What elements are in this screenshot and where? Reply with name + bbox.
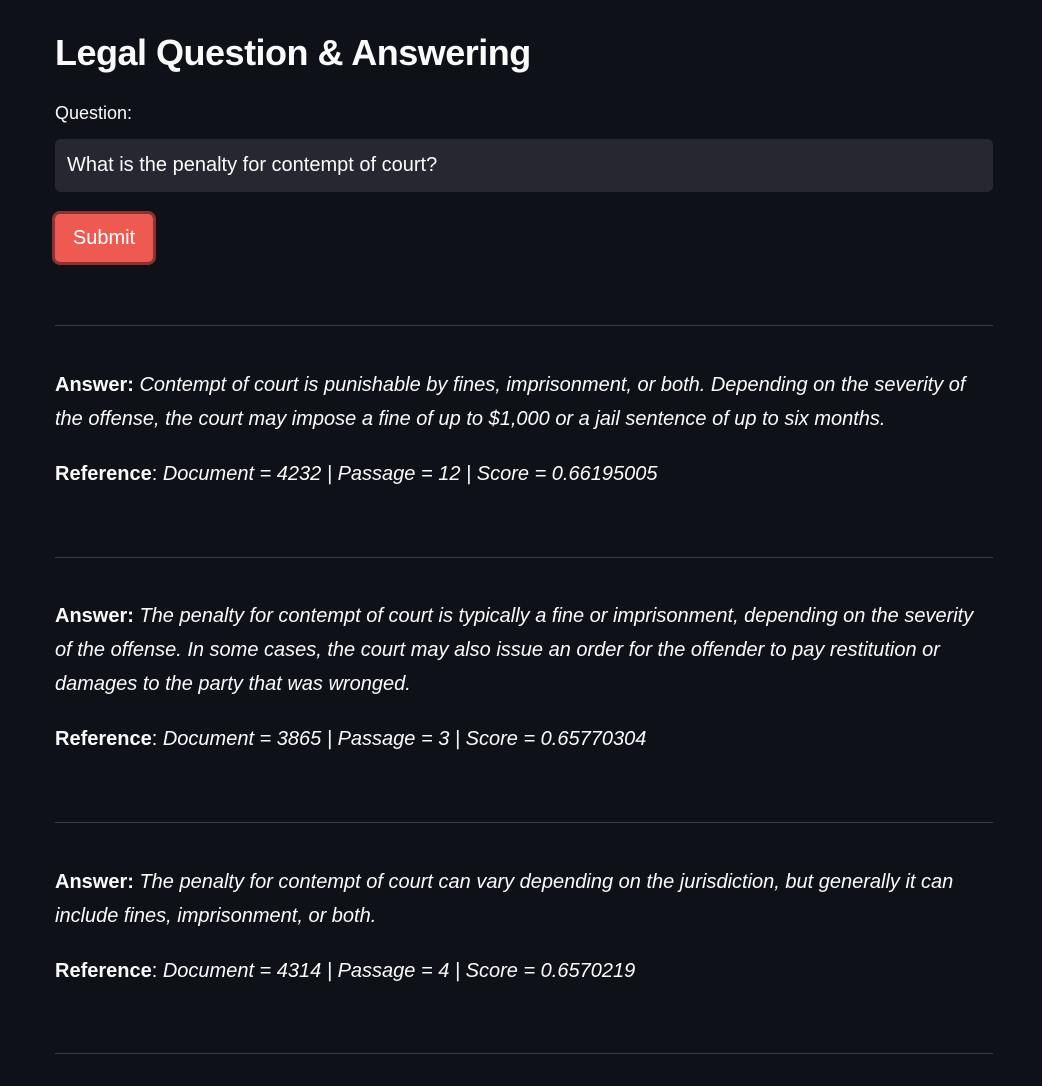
answer-label: Answer: <box>55 374 134 396</box>
result-item <box>55 368 993 491</box>
submit-button[interactable]: Submit <box>52 211 156 265</box>
reference-paragraph: Reference: Document = 3865 | Passage = 3 | Score = 0.65770304 <box>55 728 647 750</box>
reference-label: Reference <box>55 728 152 750</box>
reference-paragraph: Reference: Document = 4314 | Passage = 4 | Score = 0.6570219 <box>55 960 636 982</box>
answer-paragraph <box>55 599 993 701</box>
divider <box>55 1053 993 1054</box>
answer-label: Answer: <box>55 605 134 627</box>
question-input[interactable] <box>55 139 993 192</box>
divider <box>55 325 993 326</box>
page-title: Legal Question & Answering <box>55 32 531 73</box>
reference-paragraph: Reference: Document = 4232 | Passage = 12 | Score = 0.66195005 <box>55 463 658 485</box>
divider <box>55 822 993 823</box>
reference-text: Document = 4232 | Passage = 12 | Score = 0.66195005 <box>162 463 658 485</box>
divider <box>55 557 993 558</box>
result-item <box>55 599 993 756</box>
question-label: Question: <box>55 103 133 123</box>
answer-paragraph <box>55 865 993 933</box>
reference-text: Document = 3865 | Passage = 3 | Score = 0.65770304 <box>162 728 647 750</box>
result-item <box>55 865 993 988</box>
answer-text: Contempt of court is punishable by fines, imprisonment, or both. Depending on the severity of the offense, the court may impose a fine of up to $1,000 or a jail sentence of up to six months. <box>55 374 966 430</box>
reference-label: Reference <box>55 960 152 982</box>
reference-label: Reference <box>55 463 152 485</box>
reference-text: Document = 4314 | Passage = 4 | Score = 0.6570219 <box>162 960 636 982</box>
answer-text: The penalty for contempt of court can vary depending on the jurisdiction, but generally it can include fines, imprisonment, or both. <box>55 871 954 927</box>
answer-paragraph <box>55 368 993 436</box>
answer-label: Answer: <box>55 871 134 893</box>
answer-text: The penalty for contempt of court is typically a fine or imprisonment, depending on the severity of the offense. In some cases, the court may also issue an order for the offender to pay restitution or damages to the party that was wronged. <box>55 605 974 695</box>
